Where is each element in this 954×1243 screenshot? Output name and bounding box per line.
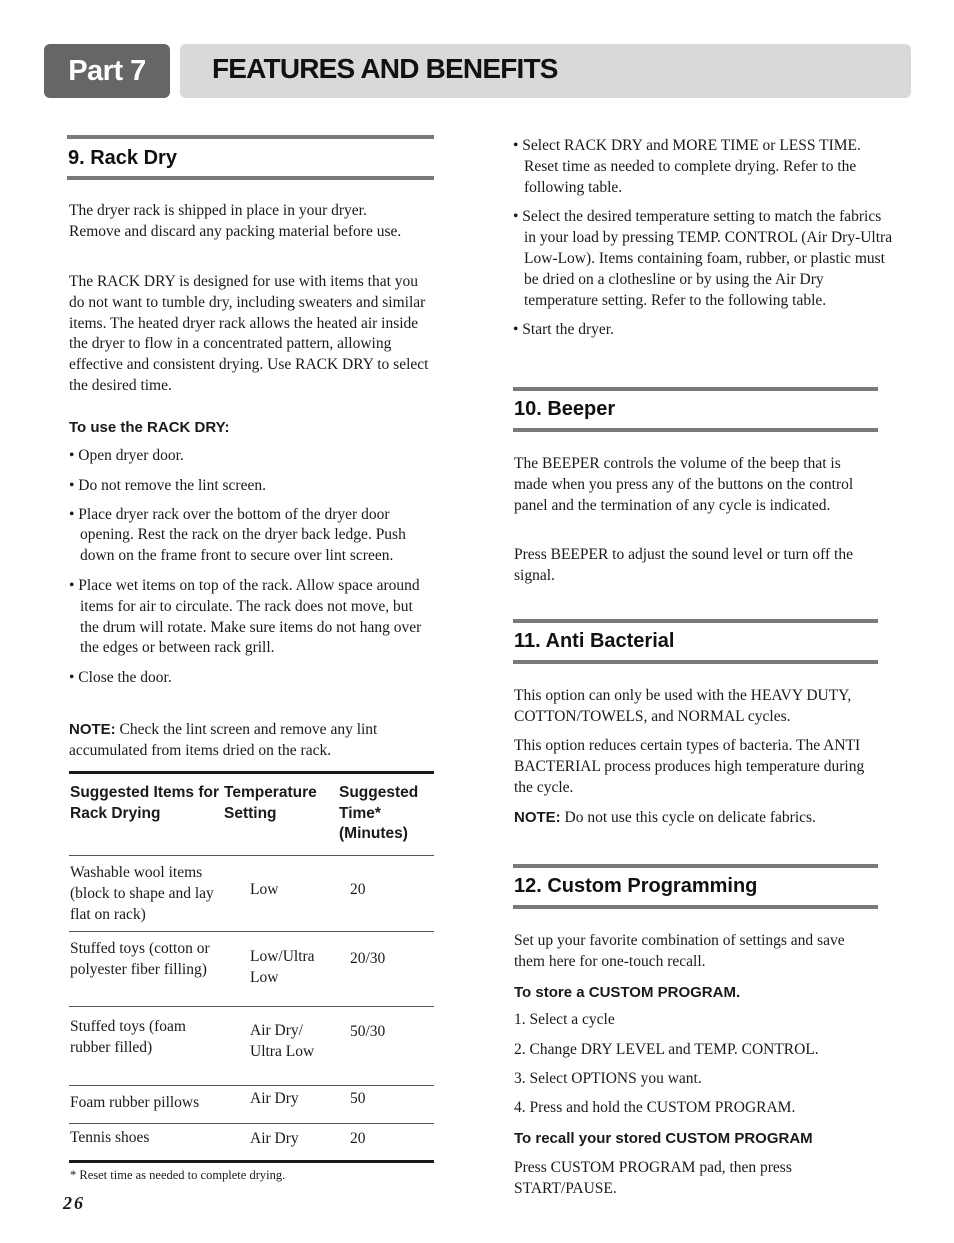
rack-dry-heading [67,135,434,180]
table-cell-item: Foam rubber pillows [70,1094,200,1111]
table-top-rule [69,771,434,774]
list-item: • Close the door. [69,669,172,687]
table-cell-temperature: Air Dry [250,1130,299,1147]
anti-bacterial-para-2: This option reduces certain types of bacteria. The ANTI BACTERIAL process produces high temperature during the cycle. [514,737,865,796]
recall-program-text: Press CUSTOM PROGRAM pad, then press START/PAUSE. [514,1159,792,1197]
table-cell-time: 50 [350,1090,366,1107]
note-text: Check the lint screen and remove any lint accumulated from items dried on the rack. [69,721,378,759]
table-row-rule [69,1006,434,1007]
table-cell-time: 20 [350,1130,366,1147]
table-cell-item: Stuffed toys (foam rubber filled) [70,1018,186,1056]
rack-dry-para-1: The dryer rack is shipped in place in your dryer. Remove and discard any packing material before use. [69,202,402,240]
rack-dry-bullet-list [69,446,431,689]
table-header-rule [69,855,434,856]
table-cell-temperature: Air Dry/ Ultra Low [250,1022,315,1060]
list-item: 4. Press and hold the CUSTOM PROGRAM. [514,1099,796,1117]
table-cell-time: 50/30 [350,1023,386,1040]
note-label: NOTE: [69,721,116,738]
beeper-heading [513,387,878,432]
table-header-temperature: Temperature Setting [224,784,317,822]
part-label: Part 7 [44,44,170,98]
table-cell-item: Stuffed toys (cotton or polyester fiber filling) [70,940,210,978]
table-header-time: Suggested Time* (Minutes) [339,784,419,842]
table-bottom-rule [69,1160,434,1163]
table-row-rule [69,1123,434,1124]
list-item: • Do not remove the lint screen. [69,476,266,494]
note-text: Do not use this cycle on delicate fabrics. [560,809,816,826]
table-cell-item: Washable wool items (block to shape and lay flat on rack) [70,864,214,923]
list-item: • Select the desired temperature setting to match the fabrics in your load by pressing TEMP. CONTROL (Air Dry-Ultra Low-Low). Items containing foam, rubber, or plastic must be dried on a clothesline or by using the Air Dry temperature setting. Refer to the following table. [513,208,893,309]
anti-bacterial-heading [513,619,878,664]
table-cell-temperature: Low [250,881,279,898]
table-cell-temperature: Air Dry [250,1090,299,1107]
anti-bacterial-title: 11. Anti Bacterial [514,630,675,652]
list-item: • Place dryer rack over the bottom of the dryer door opening. Rest the rack on the dryer back ledge. Push down on the frame front to secure over lint screen. [69,505,406,565]
list-item: 2. Change DRY LEVEL and TEMP. CONTROL. [514,1040,819,1058]
custom-programming-title: 12. Custom Programming [514,875,758,897]
table-cell-item: Tennis shoes [70,1129,150,1146]
custom-para-1: Set up your favorite combination of settings and save them here for one-touch recall. [514,932,845,970]
page-title: FEATURES AND BENEFITS [212,53,558,84]
table-cell-temperature: Low/Ultra Low [250,948,315,986]
list-item: • Place wet items on top of the rack. Allow space around items for air to circulate. The rack does not move, but the drum will rotate. Make sure items do not hang over the edges or between rack grill. [69,576,422,657]
table-cell-time: 20 [350,881,366,898]
table-header-items: Suggested Items for Rack Drying [70,784,219,822]
recall-program-heading: To recall your stored CUSTOM PROGRAM [514,1130,813,1147]
page-number: 26 [63,1193,85,1213]
anti-bacterial-note [514,808,884,829]
table-row-rule [69,1085,434,1086]
beeper-para-2: Press BEEPER to adjust the sound level or turn off the signal. [514,546,853,584]
store-steps-list [514,1010,884,1119]
rack-dry-continued-list [513,136,893,341]
rack-dry-para-2: The RACK DRY is designed for use with items that you do not want to tumble dry, including sweaters and similar items. The heated dryer rack allows the heated air inside the dryer to flow in a concentrated pattern, allowing effective and consistent drying. Use RACK DRY to select the desired time. [69,273,429,394]
table-cell-time: 20/30 [350,950,386,967]
list-item: • Open dryer door. [69,447,184,464]
list-item: • Start the dryer. [513,321,614,339]
table-row-rule [69,931,434,932]
list-item: • Select RACK DRY and MORE TIME or LESS TIME. Reset time as needed to complete drying. Refer to the following table. [513,137,861,196]
rack-dry-subheading: To use the RACK DRY: [69,419,230,436]
beeper-title: 10. Beeper [514,398,616,420]
list-item: 3. Select OPTIONS you want. [514,1069,702,1087]
beeper-para-1: The BEEPER controls the volume of the beep that is made when you press any of the buttons on the control panel and the termination of any cycle is indicated. [514,455,854,514]
list-item: 1. Select a cycle [514,1011,615,1028]
table-footnote: * Reset time as needed to complete drying. [70,1168,286,1182]
store-program-heading: To store a CUSTOM PROGRAM. [514,984,741,1001]
anti-bacterial-para-1: This option can only be used with the HEAVY DUTY, COTTON/TOWELS, and NORMAL cycles. [514,687,852,725]
rack-dry-note [69,720,431,762]
rack-dry-title: 9. Rack Dry [68,147,177,169]
note-label: NOTE: [514,809,561,826]
custom-programming-heading [513,864,878,909]
